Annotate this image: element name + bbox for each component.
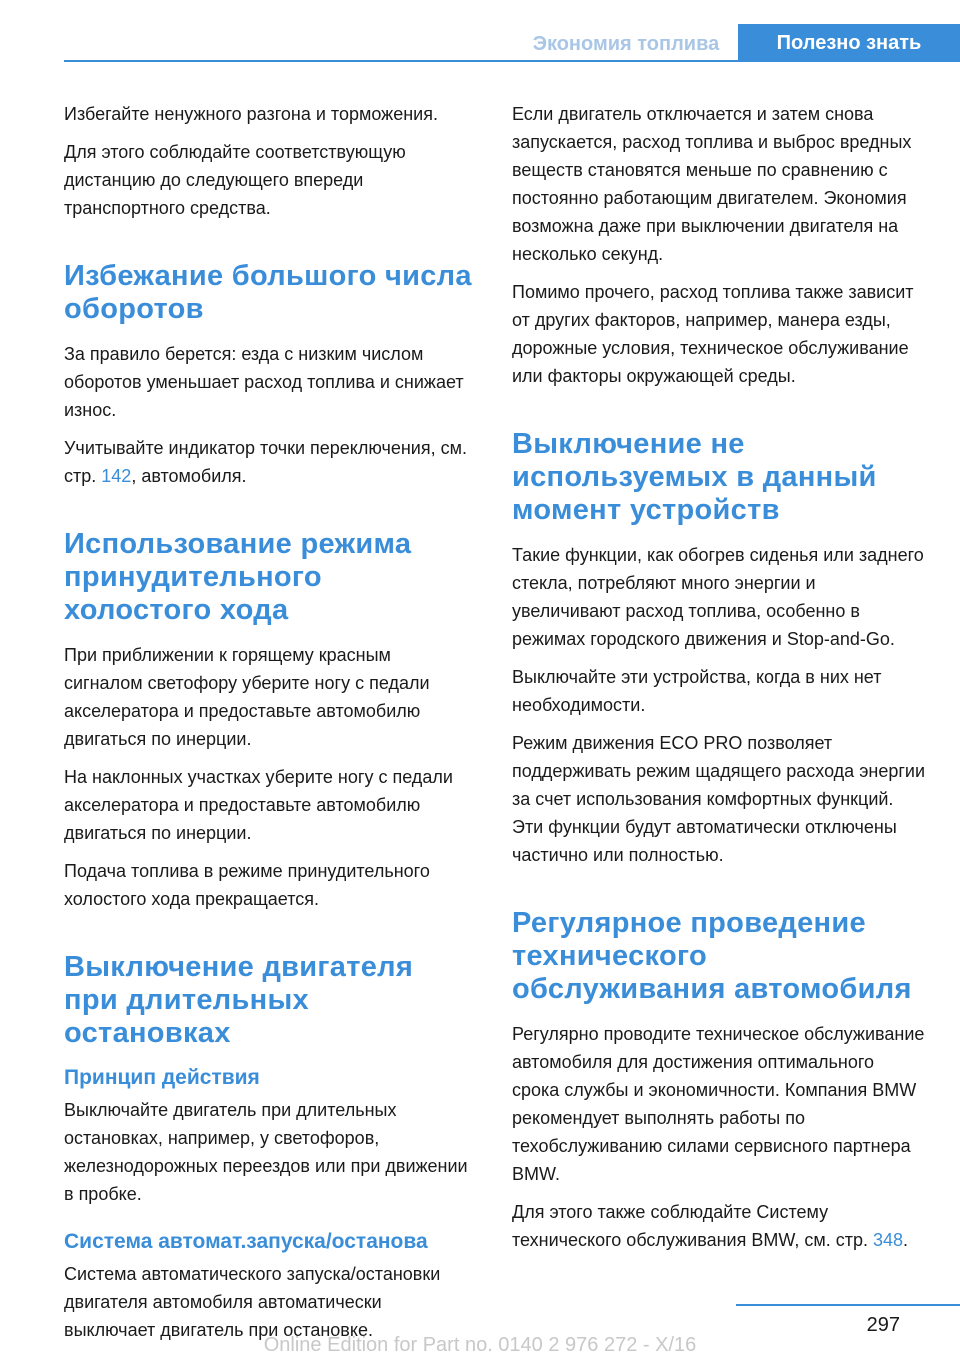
text: Для этого также соблюдайте Систему технического обслуживания BMW, см. стр. bbox=[512, 1202, 873, 1250]
heading-service: Регулярное проведение технического обслуживания автомобиля bbox=[512, 907, 912, 1005]
page-number-rule bbox=[736, 1304, 960, 1306]
subheading-autostart: Система автомат.запуска/останова bbox=[64, 1230, 428, 1253]
right-column bbox=[512, 100, 926, 1264]
paragraph: Система автоматического запуска/остановки двигателя автомобиля автоматически выключает двигатель при остановке. bbox=[64, 1264, 441, 1340]
text: , автомобиля. bbox=[131, 466, 247, 486]
paragraph-with-link bbox=[512, 1198, 926, 1254]
edition-footer: Online Edition for Part no. 0140 2 976 272 - X/16 bbox=[263, 1334, 697, 1356]
heading-revs: Избежание большого числа оборотов bbox=[64, 260, 472, 325]
text: Учитывайте индикатор точки переключения, см. стр. bbox=[64, 438, 467, 486]
left-column bbox=[64, 100, 474, 1354]
paragraph: Выключайте эти устройства, когда в них нет необходимости. bbox=[512, 667, 882, 715]
paragraph: За правило берется: езда с низким числом оборотов уменьшает расход топлива и снижает износ. bbox=[64, 344, 464, 420]
paragraph-with-link bbox=[64, 434, 474, 490]
paragraph: Для этого соблюдайте соответствующую дистанцию до следующего впереди транспортного средства. bbox=[64, 142, 406, 218]
paragraph: Помимо прочего, расход топлива также зависит от других факторов, например, манера езды, дорожные условия, техническое обслуживание или факторы окружающей среды. bbox=[512, 282, 914, 386]
page-link-348[interactable]: 348 bbox=[872, 1230, 904, 1250]
paragraph: Такие функции, как обогрев сиденья или заднего стекла, потребляют много энергии и увеличивают расход топлива, особенно в режимах городского движения и Stop-and-Go. bbox=[512, 545, 924, 649]
section-tab[interactable]: Экономия топлива bbox=[532, 33, 720, 55]
subheading-principle: Принцип действия bbox=[64, 1066, 260, 1089]
paragraph: Если двигатель отключается и затем снова запускается, расход топлива и выброс вредных веществ становятся меньше по сравнению с постоянно работающим двигателем. Экономия возможна даже при выключении двигателя на несколько секунд. bbox=[512, 104, 912, 264]
active-tab[interactable]: Полезно знать bbox=[738, 24, 960, 62]
paragraph: Избегайте ненужного разгона и торможения. bbox=[64, 104, 438, 124]
text: . bbox=[903, 1230, 909, 1250]
paragraph: На наклонных участках уберите ногу с педали акселератора и предоставьте автомобилю двигаться по инерции. bbox=[64, 767, 453, 843]
paragraph: Подача топлива в режиме принудительного холостого хода прекращается. bbox=[64, 861, 430, 909]
page-number: 297 bbox=[866, 1314, 900, 1336]
heading-engine-off: Выключение двигателя при длительных остановках bbox=[64, 951, 414, 1049]
heading-idle: Использование режима принудительного холостого хода bbox=[64, 528, 412, 626]
heading-devices: Выключение не используемых в данный момент устройств bbox=[512, 428, 877, 526]
paragraph: Режим движения ECO PRO позволяет поддерживать режим щадящего расхода энергии за счет использования комфортных функций. Эти функции будут автоматически отключены частично или полностью. bbox=[512, 733, 926, 865]
paragraph: Выключайте двигатель при длительных остановках, например, у светофоров, железнодорожных переездов или при движении в пробке. bbox=[64, 1100, 468, 1204]
paragraph: Регулярно проводите техническое обслуживание автомобиля для достижения оптимального срока службы и экономичности. Компания BMW рекомендует выполнять работы по техобслуживанию силами сервисного партнера BMW. bbox=[512, 1024, 925, 1184]
paragraph: При приближении к горящему красным сигналом светофору уберите ногу с педали акселератора и предоставьте автомобилю двигаться по инерции. bbox=[64, 645, 430, 749]
page-link-142[interactable]: 142 bbox=[101, 466, 132, 486]
